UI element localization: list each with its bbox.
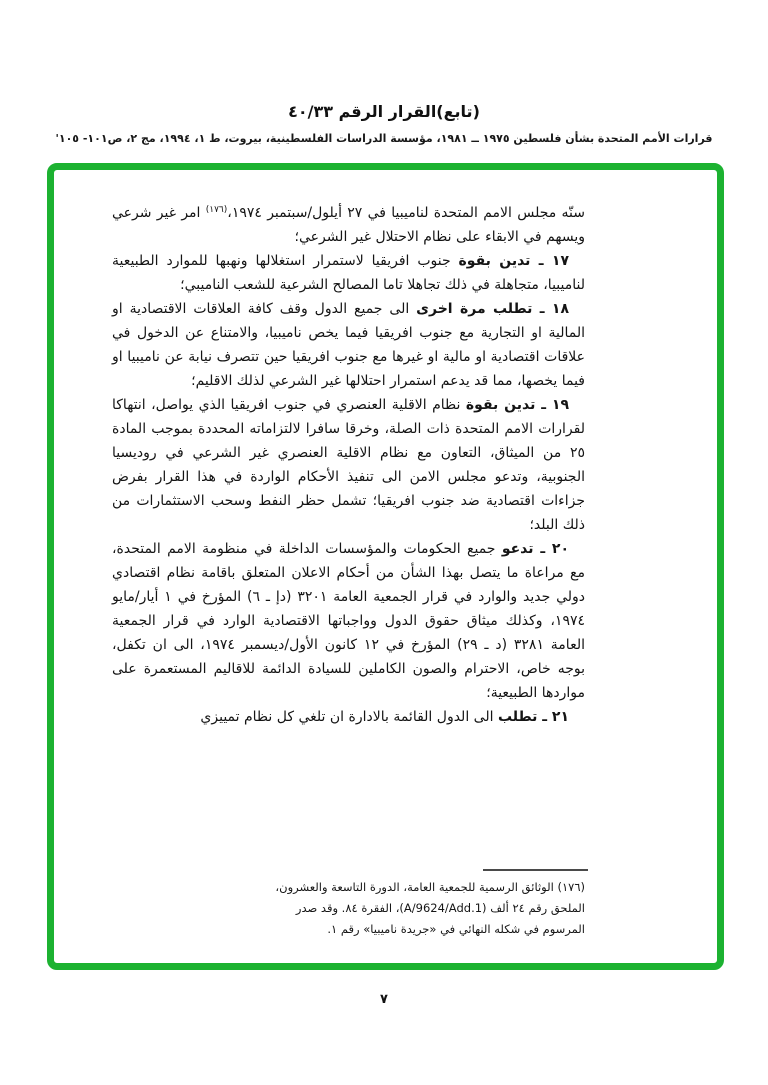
- paragraph-20: [112, 537, 585, 705]
- paragraph-20-lead: ٢٠ ـ تدعو: [501, 541, 570, 557]
- resolution-title: (تابع)القرار الرقم ٤٠/٣٣: [288, 102, 480, 121]
- paragraph-17-text: جنوب افريقيا لاستمرار استغلالها ونهبها للموارد الطبيعية لناميبيا، متجاهلة في ذلك تجاهلا تاما المصالح الشرعية للشعب الناميبي؛: [112, 253, 585, 293]
- footnote-reference: (١٧٦): [205, 205, 228, 215]
- paragraph-18-text: الى جميع الدول وقف كافة العلاقات الاقتصادية او المالية او التجارية مع جنوب افريقيا فيما يخص ناميبيا، والامتناع عن الدخول في علاقات اقتصادية او مالية او غيرها مع جنوب افريقيا حين تتصرف نيابة عن ناميبيا او فيما يخصها، مما قد يدعم استمرار احتلالها غير الشرعي لذلك الاقليم؛: [112, 301, 585, 389]
- paragraph-17: [112, 249, 585, 297]
- paragraph-21-lead: ٢١ ـ تطلب: [497, 709, 569, 725]
- footnote-marker: (١٧٦): [557, 880, 585, 894]
- paragraph-21: [112, 705, 585, 729]
- paragraph-18-lead: ١٨ ـ تطلب مرة اخرى: [416, 301, 570, 317]
- paragraph-19-lead: ١٩ ـ تدين بقوة: [465, 397, 570, 413]
- paragraph-17-lead: ١٧ ـ تدين بقوة: [458, 253, 569, 269]
- paragraph-18: [112, 297, 585, 393]
- paragraph-intro: [112, 201, 585, 249]
- paragraph-21-text: الى الدول القائمة بالادارة ان تلغي كل نظام تمييزي: [200, 709, 498, 725]
- footnote-separator: [483, 869, 588, 871]
- page-number: ٧: [380, 992, 388, 1007]
- body-text: [112, 201, 585, 729]
- paragraph-19: [112, 393, 585, 537]
- footnote-text: الوثائق الرسمية للجمعية العامة، الدورة التاسعة والعشرون، الملحق رقم ٢٤ ألف (A/9624/Add.1)، الفقرة ٨٤. وقد صدر المرسوم في شكله النهائي في «جريدة ناميبيا» رقم ١.: [275, 880, 585, 936]
- intro-text-before-ref: سنّه مجلس الامم المتحدة لناميبيا في ٢٧ أيلول/سبتمبر ١٩٧٤،: [227, 205, 585, 221]
- footnote: [265, 877, 585, 940]
- paragraph-19-text: نظام الاقلية العنصري في جنوب افريقيا الذي يواصل، انتهاكا لقرارات الامم المتحدة ذات الصلة، وخرقا سافرا لالتزاماته المحددة بموجب المادة ٢٥ من الميثاق، التعاون مع نظام الاقلية العنصري غير الشرعي في روديسيا الجنوبية، وتدعو مجلس الامن الى تنفيذ الأحكام الواردة في هذا القرار بفرض جزاءات اقتصادية ضد جنوب افريقيا؛ تشمل حظر النفط وسحب الاستثمارات من ذلك البلد؛: [112, 397, 585, 533]
- source-citation: قرارات الأمم المتحدة بشأن فلسطين ١٩٧٥ ــ ١٩٨١، مؤسسة الدراسات الفلسطينية، بيروت، ط ١، ١٩٩٤، مج ٢، ص١٠١- ١٠٥': [55, 132, 713, 145]
- intro-text-after-ref: امر غير شرعي ويسهم في الابقاء على نظام الاحتلال غير الشرعي؛: [112, 205, 585, 245]
- paragraph-20-text: جميع الحكومات والمؤسسات الداخلة في منظومة الامم المتحدة، مع مراعاة ما يتصل بهذا الشأن من أحكام الاعلان المتعلق باقامة نظام اقتصادي دولي جديد والوارد في قرار الجمعية العامة ٣٢٠١ (دإ ـ ٦) المؤرخ في ١ أيار/مايو ١٩٧٤، وكذلك ميثاق حقوق الدول وواجباتها الاقتصادية الوارد في قرار الجمعية العامة ٣٢٨١ (د ـ ٢٩) المؤرخ في ١٢ كانون الأول/ديسمبر ١٩٧٤، الى ان تكفل، بوجه خاص، الاحترام والصون الكاملين للسيادة الدائمة للاقاليم المستعمرة على مواردها الطبيعية؛: [112, 541, 586, 701]
